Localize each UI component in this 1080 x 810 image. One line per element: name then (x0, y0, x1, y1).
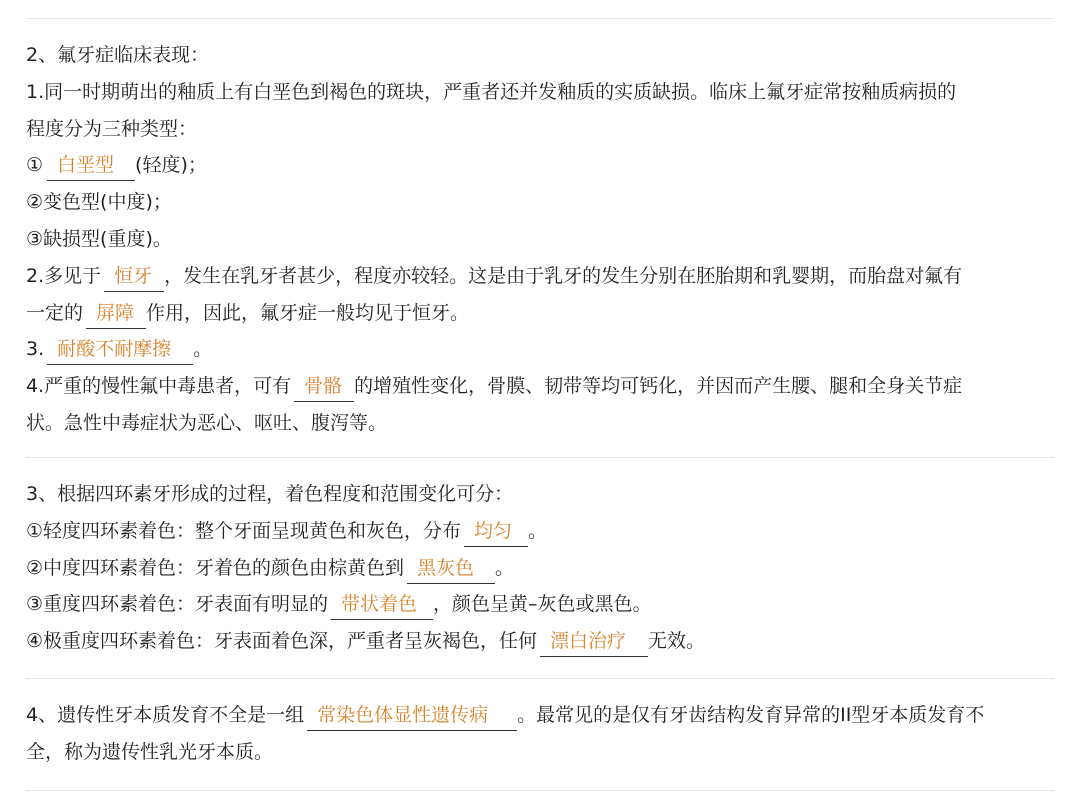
item-prefix: 4、遗传性牙本质发育不全是一组 (26, 704, 305, 726)
section-fluorosis (26, 37, 1056, 442)
item-suffix: (轻度)； (135, 154, 207, 177)
item-prefix: ④极重度四环素着色：牙表面着色深，严重者呈灰褐色，任何 (26, 630, 538, 653)
paragraph-line (26, 331, 1056, 368)
answer-blank: 常染色体显性遗传病 (307, 700, 517, 731)
paragraph-line (26, 697, 1056, 734)
list-item: ②变色型(中度)； (26, 191, 172, 214)
answer-blank: 均匀 (464, 516, 528, 547)
answer-blank: 耐酸不耐摩擦 (47, 334, 193, 365)
list-item (26, 147, 1056, 184)
section-title: 3、根据四环素牙形成的过程，着色程度和范围变化可分： (26, 483, 514, 505)
item-suffix: 。 (528, 519, 548, 542)
section-title: 2、氟牙症临床表现： (26, 44, 210, 66)
list-item (26, 586, 1056, 623)
item-prefix: ③重度四环素着色：牙表面有明显的 (26, 593, 329, 616)
item-suffix: 。最常见的是仅有牙齿结构发育异常的II型牙本质发育不 (517, 704, 985, 726)
paragraph-line: 1.同一时期萌出的釉质上有白垩色到褐色的斑块，严重者还并发釉质的实质缺损。临床上氟牙症常按釉质病损的 (26, 80, 957, 103)
answer-blank: 屏障 (86, 298, 146, 329)
section-dentinogenesis (26, 697, 1056, 771)
item-prefix: ②中度四环素着色：牙着色的颜色由棕黄色到 (26, 556, 405, 579)
item-prefix: 2.多见于 (26, 264, 102, 287)
paragraph-line: 程度分为三种类型： (26, 117, 198, 140)
list-item (26, 550, 1056, 587)
item-suffix: 的增殖性变化，骨膜、韧带等均可钙化，并因而产生腰、腿和全身关节症 (354, 375, 963, 398)
paragraph-line (26, 295, 1056, 332)
item-suffix: ，颜色呈黄–灰色或黑色。 (433, 593, 652, 616)
list-item (26, 623, 1056, 660)
section-tetracycline (26, 476, 1056, 660)
divider (26, 457, 1054, 458)
paragraph-line: 全，称为遗传性乳光牙本质。 (26, 740, 274, 763)
item-suffix: 。 (495, 556, 515, 579)
item-suffix: 无效。 (648, 630, 706, 653)
answer-blank: 白垩型 (47, 150, 135, 181)
list-item (26, 513, 1056, 550)
answer-blank: 恒牙 (104, 261, 164, 292)
paragraph-line: 状。急性中毒症状为恶心、呕吐、腹泻等。 (26, 411, 388, 434)
paragraph-line (26, 368, 1056, 405)
divider-bottom (26, 790, 1054, 791)
item-prefix: 3. (26, 338, 45, 361)
item-suffix: 。 (193, 338, 213, 361)
answer-blank: 黑灰色 (407, 553, 495, 584)
divider-top (26, 18, 1054, 19)
paragraph-line (26, 258, 1056, 295)
item-prefix: 一定的 (26, 301, 84, 324)
item-suffix: 作用，因此，氟牙症一般均见于恒牙。 (146, 301, 470, 324)
item-prefix: ①轻度四环素着色：整个牙面呈现黄色和灰色，分布 (26, 519, 462, 542)
answer-blank: 带状着色 (331, 589, 433, 620)
divider (26, 678, 1054, 679)
answer-blank: 骨骼 (294, 371, 354, 402)
item-text: ，发生在乳牙者甚少，程度亦较轻。这是由于乳牙的发生分别在胚胎期和乳婴期，而胎盘对氟有 (164, 264, 963, 287)
answer-blank: 漂白治疗 (540, 626, 648, 657)
item-prefix: 4.严重的慢性氟中毒患者，可有 (26, 375, 292, 398)
item-prefix: ① (26, 154, 44, 177)
list-item: ③缺损型(重度)。 (26, 227, 172, 250)
